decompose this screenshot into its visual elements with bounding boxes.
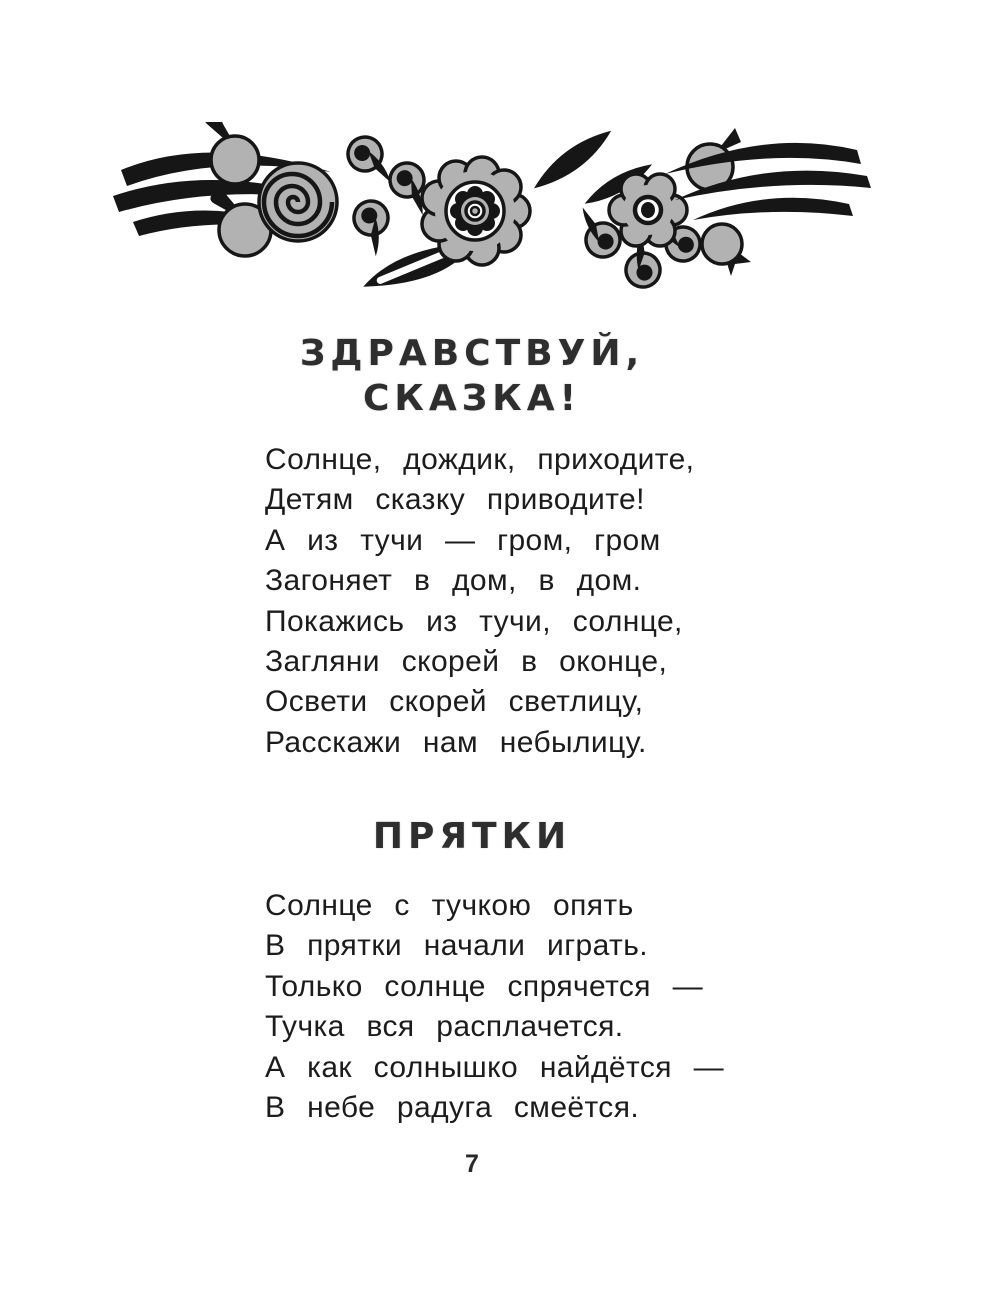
section-title-pryatki <box>262 814 682 859</box>
poem-line: В небе радуга смеётся. <box>265 1091 640 1125</box>
poem-line: Детям сказку приводите! <box>265 483 645 517</box>
small-flower <box>609 174 687 246</box>
section-title-line: СКАЗКА! <box>363 378 581 419</box>
poem-line: В прятки начали играть. <box>265 929 648 963</box>
poem-pryatki <box>265 886 724 1128</box>
section-title-line: ЗДРАВСТВУЙ, <box>299 333 645 374</box>
section-title-zdravstvuy-skazka <box>262 331 682 421</box>
poem-line: Солнце с тучкою опять <box>265 889 634 922</box>
poem-line: Расскажи нам небылицу. <box>265 725 647 759</box>
poem-line: Тучка вся расплачется. <box>265 1010 624 1044</box>
poem-line: Покажись из тучи, солнце, <box>265 604 683 638</box>
section-title-line: ПРЯТКИ <box>372 816 572 857</box>
floral-ornament-image <box>103 122 875 300</box>
poem-line: Загоняет в дом, в дом. <box>265 564 642 598</box>
poem-zdravstvuy-skazka <box>265 440 694 763</box>
spiral-motif <box>259 163 337 241</box>
poem-line: Освети скорей светлицу, <box>265 685 644 719</box>
poem-line: А как солнышко найдётся — <box>265 1050 725 1084</box>
poem-line: Солнце, дождик, приходите, <box>265 443 695 476</box>
poem-line: Загляни скорей в оконце, <box>265 645 668 679</box>
page-number: 7 <box>465 1150 479 1178</box>
poem-line: Только солнце спрячется — <box>265 969 704 1003</box>
big-flower <box>422 157 530 265</box>
poem-line: А из тучи — гром, гром <box>265 523 661 557</box>
